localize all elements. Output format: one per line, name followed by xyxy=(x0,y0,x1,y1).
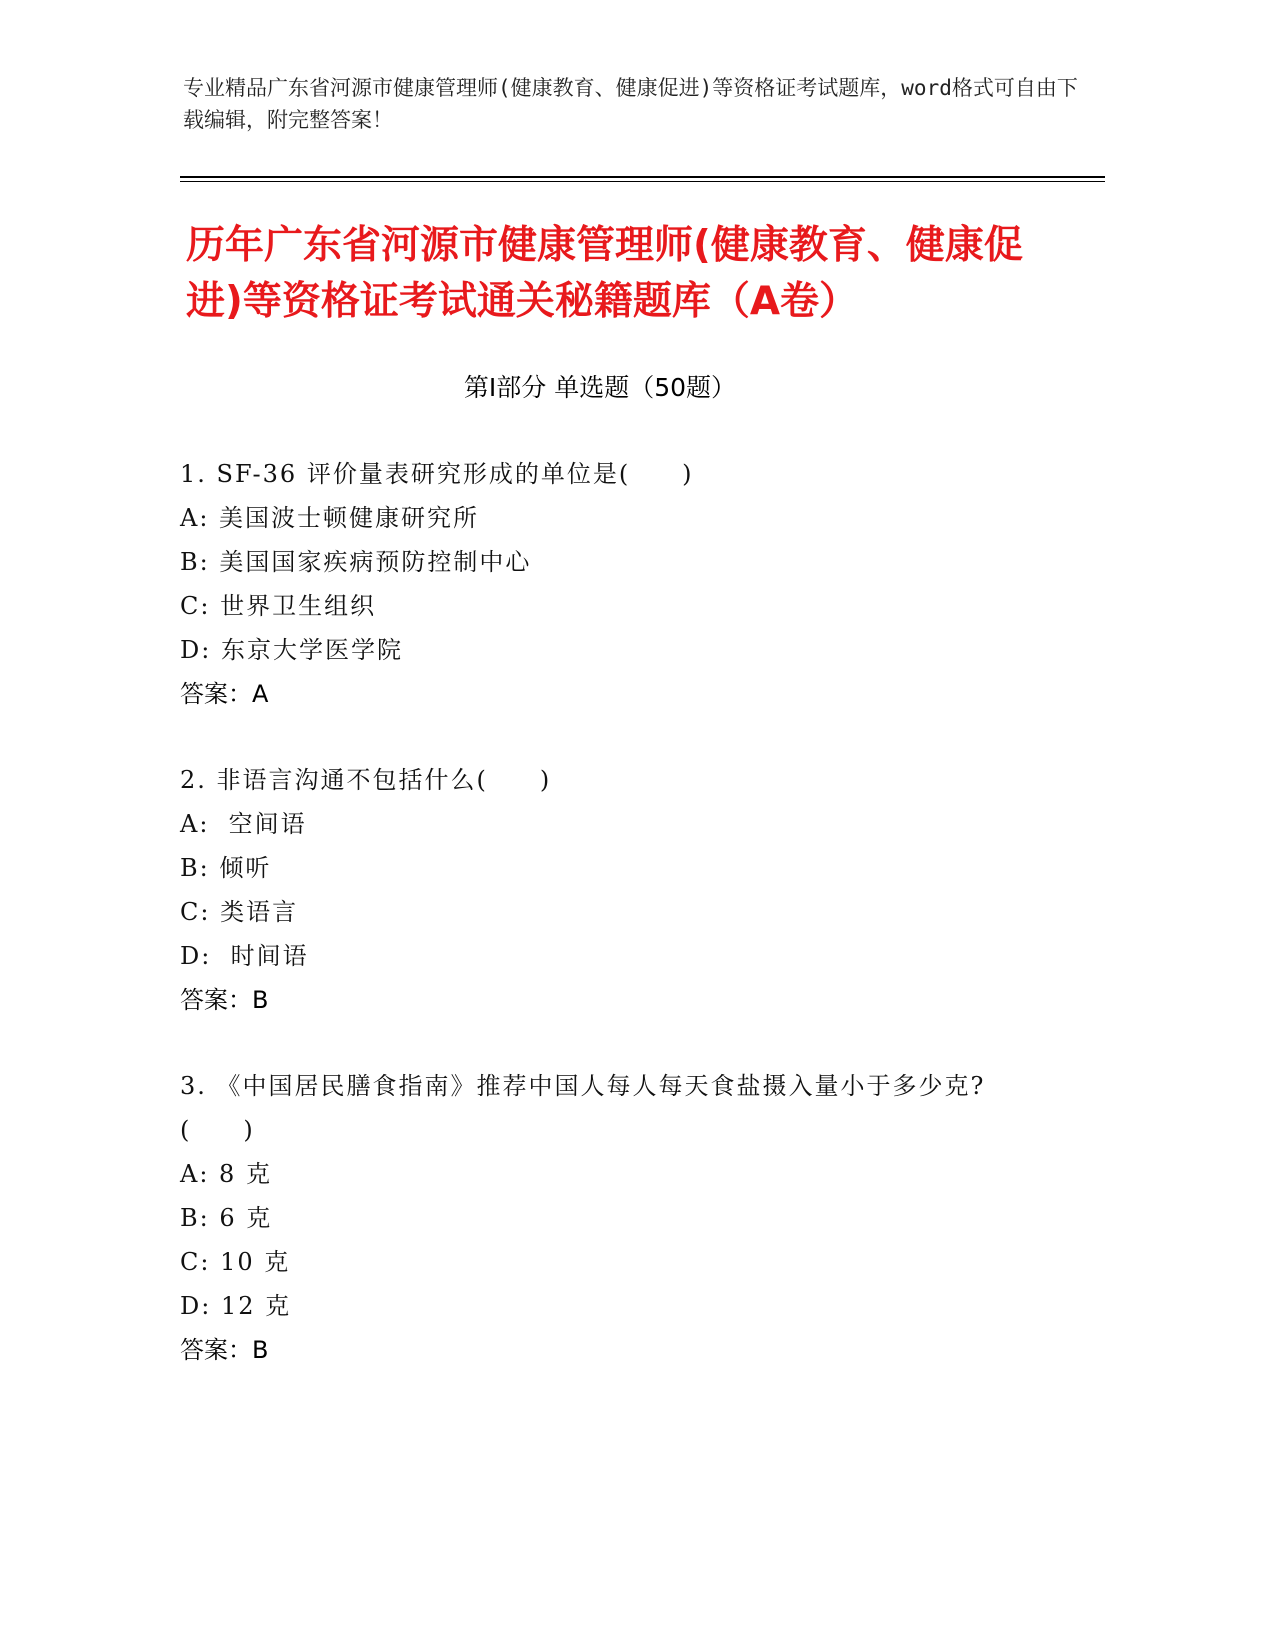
question-1 xyxy=(180,452,1060,716)
answer: 答案：B xyxy=(180,986,269,1014)
option-c: C: 类语言 xyxy=(180,898,299,926)
option-d: D: 时间语 xyxy=(180,942,309,970)
option-b: B: 美国国家疾病预防控制中心 xyxy=(180,548,532,576)
question-list xyxy=(180,452,1060,1414)
option-c: C: 10 克 xyxy=(180,1248,291,1276)
option-a: A: 8 克 xyxy=(180,1160,272,1188)
option-c: C: 世界卫生组织 xyxy=(180,592,377,620)
answer: 答案：A xyxy=(180,680,269,708)
header-divider-thin xyxy=(180,181,1105,182)
question-stem: 1. SF-36 评价量表研究形成的单位是( ) xyxy=(180,460,694,488)
answer: 答案：B xyxy=(180,1336,269,1364)
option-a: A: 美国波士顿健康研究所 xyxy=(180,504,480,532)
document-title: 历年广东省河源市健康管理师(健康教育、健康促进)等资格证考试通关秘籍题库（A卷） xyxy=(186,223,1023,324)
option-b: B: 6 克 xyxy=(180,1204,273,1232)
question-stem: 3. 《中国居民膳食指南》推荐中国人每人每天食盐摄入量小于多少克?( ) xyxy=(180,1072,986,1144)
option-d: D: 12 克 xyxy=(180,1292,292,1320)
question-3 xyxy=(180,1064,1060,1372)
header-divider-thick xyxy=(180,176,1105,178)
option-b: B: 倾听 xyxy=(180,854,272,882)
section-title: 第Ⅰ部分 单选题（50题） xyxy=(463,373,737,402)
question-stem: 2. 非语言沟通不包括什么( ) xyxy=(180,766,552,794)
option-d: D: 东京大学医学院 xyxy=(180,636,403,664)
question-2 xyxy=(180,758,1060,1022)
header-note: 专业精品广东省河源市健康管理师(健康教育、健康促进)等资格证考试题库，word格式可自由下载编辑，附完整答案！ xyxy=(183,76,1078,132)
option-a: A: 空间语 xyxy=(180,810,307,838)
